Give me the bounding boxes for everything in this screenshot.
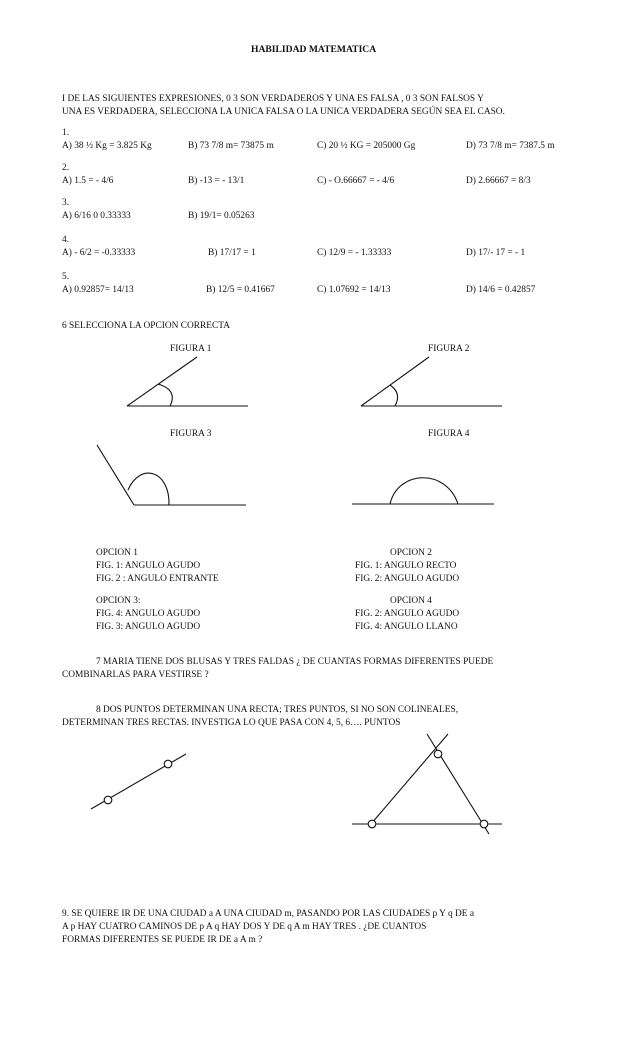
question-number: 4. [62, 235, 70, 245]
question4-option-b: B) 17/17 = 1 [208, 248, 256, 258]
question5-option-b: B) 12/5 = 0.41667 [206, 285, 275, 295]
question-number: 3. [62, 198, 70, 208]
question1-option-b: B) 73 7/8 m= 73875 m [188, 141, 274, 151]
section8-line2: DETERMINAN TRES RECTAS. INVESTIGA LO QUE PASA CON 4, 5, 6…. PUNTOS [62, 718, 401, 728]
section9-line1: 9. SE QUIERE IR DE UNA CIUDAD a A UNA CIUDAD m, PASANDO POR LAS CIUDADES p Y q DE a [62, 909, 474, 919]
question4-option-a: A) - 6/2 = -0.33333 [62, 248, 136, 258]
question-number: 5. [62, 272, 70, 282]
figure2-label: FIGURA 2 [428, 344, 470, 354]
question-number: 1. [62, 128, 70, 138]
question1-option-c: C) 20 ½ KG = 205000 Gg [317, 141, 416, 151]
two-points-line [91, 754, 186, 809]
figure4-straight-angle [352, 478, 494, 504]
option1-line2: FIG. 2 : ANGULO ENTRANTE [96, 574, 219, 584]
question5-option-a: A) 0.92857= 14/13 [62, 285, 134, 295]
figure2-acute-angle [361, 357, 502, 406]
figure4-label: FIGURA 4 [428, 429, 470, 439]
option3-line2: FIG. 3: ANGULO AGUDO [96, 622, 201, 632]
option4-line1: FIG. 2: ANGULO AGUDO [355, 609, 460, 619]
option1-line1: FIG. 1: ANGULO AGUDO [96, 561, 201, 571]
option4-title: OPCION 4 [390, 596, 432, 606]
question5-option-c: C) 1.07692 = 14/13 [317, 285, 391, 295]
point-a [104, 796, 112, 804]
section7-line2: COMBINARLAS PARA VESTIRSE ? [62, 670, 209, 680]
point-left [368, 820, 376, 828]
section1-intro-line1: I DE LAS SIGUIENTES EXPRESIONES, 0 3 SON VERDADEROS Y UNA ES FALSA , 0 3 SON FALSOS Y [62, 94, 484, 104]
question1-option-a: A) 38 ½ Kg = 3.825 Kg [62, 141, 152, 151]
option4-line2: FIG. 4: ANGULO LLANO [355, 622, 458, 632]
question-number: 2. [62, 163, 70, 173]
page-title: HABILIDAD MATEMATICA [251, 44, 377, 55]
question4-option-d: D) 17/- 17 = - 1 [466, 248, 526, 258]
question5-option-d: D) 14/6 = 0.42857 [466, 285, 536, 295]
section9-line2: A p HAY CUATRO CAMINOS DE p A q HAY DOS Y DE q A m HAY TRES . ¿DE CUANTOS [62, 922, 427, 932]
point-right [480, 820, 488, 828]
option2-line2: FIG. 2: ANGULO AGUDO [355, 574, 460, 584]
option1-title: OPCION 1 [96, 548, 138, 558]
option3-title: OPCION 3: [96, 596, 141, 606]
question2-option-a: A) 1.5 = - 4/6 [62, 176, 114, 186]
question2-option-d: D) 2.66667 = 8/3 [466, 176, 531, 186]
section6-heading: 6 SELECCIONA LA OPCION CORRECTA [62, 321, 231, 331]
figure3-obtuse-angle [97, 445, 246, 505]
question1-option-d: D) 73 7/8 m= 7387.5 m [466, 141, 555, 151]
section9-line3: FORMAS DIFERENTES SE PUEDE IR DE a A m ? [62, 935, 263, 945]
option2-line1: FIG. 1: ANGULO RECTO [355, 561, 457, 571]
section8-line1: 8 DOS PUNTOS DETERMINAN UNA RECTA; TRES PUNTOS, SI NO SON COLINEALES, [96, 705, 459, 715]
option3-line1: FIG. 4: ANGULO AGUDO [96, 609, 201, 619]
option2-title: OPCION 2 [390, 548, 432, 558]
section1-intro-line2: UNA ES VERDADERA, SELECCIONA LA UNICA FALSA O LA UNICA VERDADERA SEGÚN SEA EL CASO. [62, 107, 505, 117]
section7-line1: 7 MARIA TIENE DOS BLUSAS Y TRES FALDAS ¿ DE CUANTAS FORMAS DIFERENTES PUEDE [96, 657, 494, 667]
question3-option-a: A) 6/16 0 0.33333 [62, 211, 131, 221]
three-points-triangle [352, 734, 502, 834]
point-b [164, 760, 172, 768]
question2-option-c: C) - O.66667 = - 4/6 [317, 176, 395, 186]
figure1-label: FIGURA 1 [170, 344, 212, 354]
question2-option-b: B) -13 = - 13/1 [188, 176, 245, 186]
point-top [434, 750, 442, 758]
figure1-acute-angle [127, 357, 248, 406]
question4-option-c: C) 12/9 = - 1.33333 [317, 248, 392, 258]
question3-option-b: B) 19/1= 0.05263 [188, 211, 255, 221]
figure3-label: FIGURA 3 [170, 429, 212, 439]
